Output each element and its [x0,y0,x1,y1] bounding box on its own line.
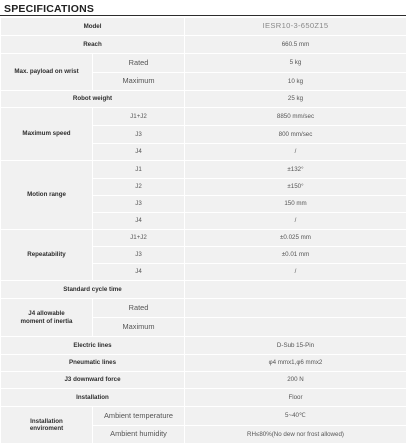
table-row [1,372,406,389]
electric-lines-label: Electric lines [1,337,185,355]
max-speed-axis: J4 [93,144,185,161]
max-speed-label: Maximum speed [1,108,93,161]
max-speed-value: / [185,144,406,161]
pneumatic-lines-label: Pneumatic lines [1,355,185,372]
repeatability-axis: J3 [93,247,185,264]
inertia-label [1,299,93,337]
robot-weight-value: 25 kg [185,91,406,108]
max-speed-axis: J1+J2 [93,108,185,126]
pneumatic-lines-value: φ4 mmx1,φ6 mmx2 [185,355,406,372]
specifications-table [0,17,406,444]
inertia-label-line1: J4 allowable [28,310,64,317]
ambient-temperature-label: Ambient temperature [93,407,185,426]
environment-label-line1: Installation [30,418,63,425]
table-row [1,230,406,247]
table-row [1,389,406,407]
table-row [1,108,406,126]
payload-rated-label: Rated [93,54,185,73]
environment-label [1,407,93,444]
installation-label: Installation [1,389,185,407]
repeatability-axis: J1+J2 [93,230,185,247]
reach-label: Reach [1,36,185,54]
table-row [1,337,406,355]
table-row [1,407,406,426]
table-row [1,91,406,108]
heading-divider [0,15,406,16]
ambient-humidity-label: Ambient humidity [93,426,185,444]
payload-label: Max. payload on wrist [1,54,93,91]
environment-label-line2: enviroment [30,425,63,432]
cycle-time-value [185,281,406,299]
table-row [1,18,406,36]
repeatability-label: Repeatability [1,230,93,281]
repeatability-axis: J4 [93,264,185,281]
j3-force-value: 200 N [185,372,406,389]
motion-range-axis: J3 [93,196,185,213]
motion-range-axis: J4 [93,213,185,230]
motion-range-axis: J2 [93,179,185,196]
inertia-label-line2: moment of inertia [21,318,73,325]
page-title: SPECIFICATIONS [4,3,94,15]
cycle-time-label: Standard cycle time [1,281,185,299]
repeatability-value: ±0.01 mm [185,247,406,264]
repeatability-value: / [185,264,406,281]
model-value: IESR10-3-650Z15 [185,18,406,36]
motion-range-value: ±132° [185,161,406,179]
payload-rated-value: 5 kg [185,54,406,73]
installation-value: Floor [185,389,406,407]
inertia-rated-label: Rated [93,299,185,318]
max-speed-value: 8850 mm/sec [185,108,406,126]
max-speed-value: 800 mm/sec [185,126,406,144]
reach-value: 660.5 mm [185,36,406,54]
ambient-humidity-value: RH≤80%(No dew nor frost allowed) [185,426,406,444]
table-row [1,36,406,54]
motion-range-value: 150 mm [185,196,406,213]
motion-range-axis: J1 [93,161,185,179]
payload-max-value: 10 kg [185,73,406,91]
robot-weight-label: Robot weight [1,91,185,108]
inertia-rated-value [185,299,406,318]
electric-lines-value: D-Sub 15-Pin [185,337,406,355]
repeatability-value: ±0.025 mm [185,230,406,247]
max-speed-axis: J3 [93,126,185,144]
model-label: Model [1,18,185,36]
table-row [1,281,406,299]
ambient-temperature-value: 5~40℃ [185,407,406,426]
table-row [1,299,406,318]
motion-range-value: / [185,213,406,230]
table-row [1,54,406,73]
payload-max-label: Maximum [93,73,185,91]
j3-force-label: J3 downward force [1,372,185,389]
motion-range-value: ±150° [185,179,406,196]
inertia-max-label: Maximum [93,318,185,337]
inertia-max-value [185,318,406,337]
table-row [1,161,406,179]
table-row [1,355,406,372]
motion-range-label: Motion range [1,161,93,230]
